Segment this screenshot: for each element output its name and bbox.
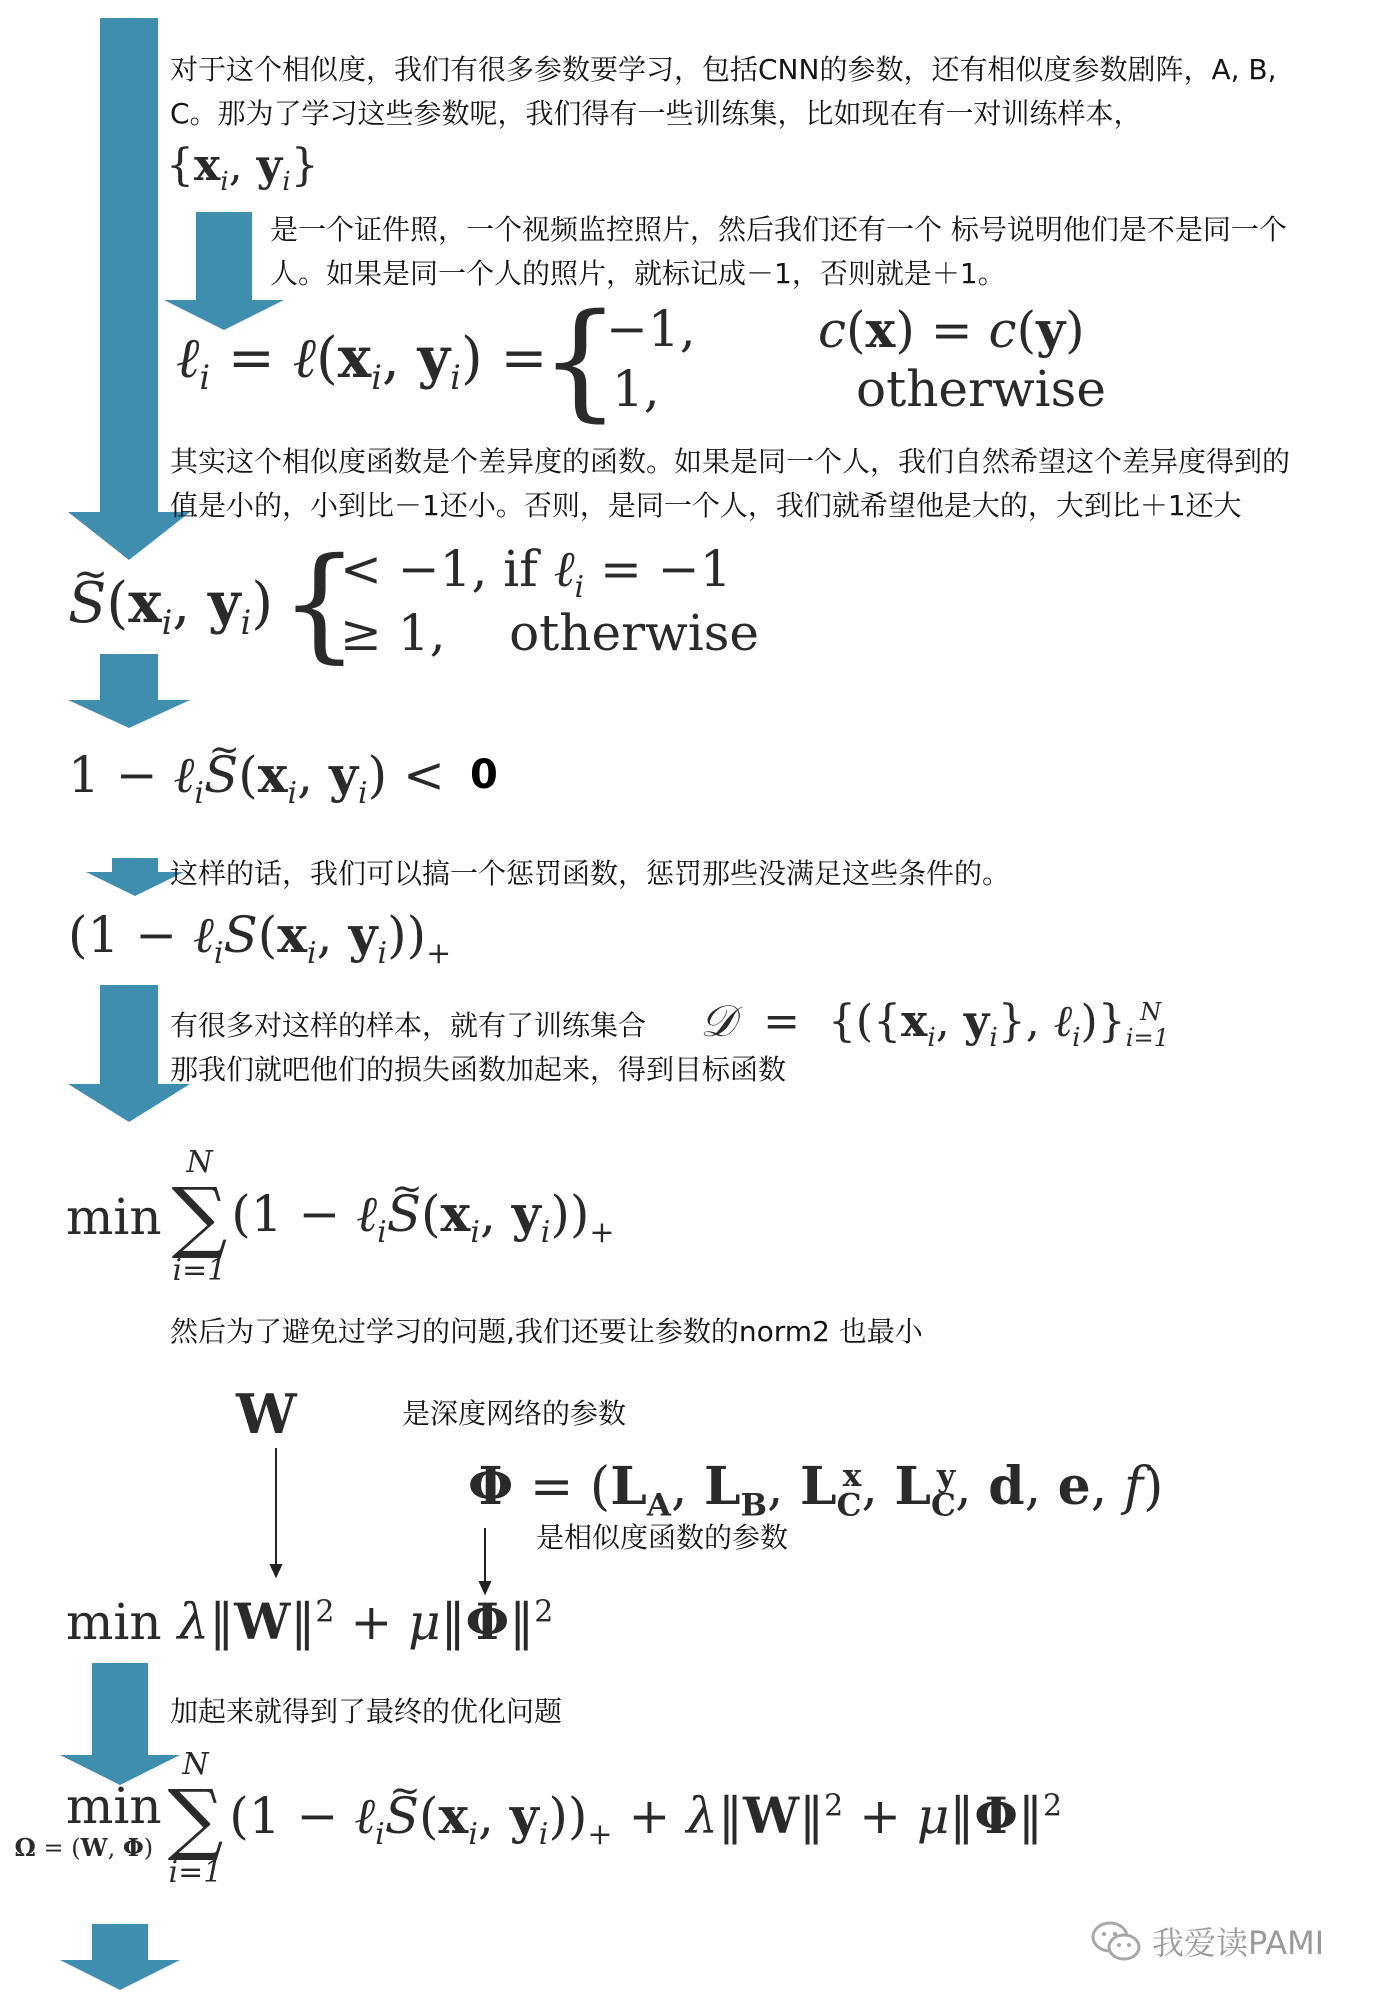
s-tilde-condition-lhs: ~ $S(x_i$, $y_i$) bbox=[68, 570, 273, 642]
arrow-step3-icon bbox=[68, 654, 190, 728]
min-operator-3: min bbox=[66, 1777, 162, 1835]
pointer-w-head-icon bbox=[271, 1565, 281, 1576]
label-case-minus-one: −1, bbox=[606, 300, 696, 358]
penalty-desc: 这样的话，我们可以搞一个惩罚函数，惩罚那些没满足这些条件的。 bbox=[170, 857, 1011, 890]
final-sum-lower-limit: i=1 bbox=[168, 1855, 223, 1890]
phi-desc: 是相似度函数的参数 bbox=[536, 1521, 789, 1554]
label-case-condition: c(x) = c(y) bbox=[818, 300, 1085, 359]
sum-upper-limit: N bbox=[186, 1145, 213, 1180]
training-set-formula: 𝒟 = {({$x_i$, $y_i$}, $\ell_i)\}_{i=1}^N$ bbox=[700, 996, 1170, 1053]
final-objective: min Ω = (W, Φ) N ∑ i=1 (1 − ℓ$_i$~ $S(x_i$, $y_i))_+$ + λ‖W‖$^2$ + μ‖Φ‖$^2$ bbox=[6, 1750, 1062, 1888]
pair-desc-line-2: 人。如果是同一个人的照片，就标记成－1，否则就是＋1。 bbox=[270, 257, 1006, 290]
w-desc: 是深度网络的参数 bbox=[402, 1397, 627, 1430]
intro-line-1: 对于这个相似度，我们有很多参数要学习，包括CNN的参数，还有相似度参数剧阵，A, B, bbox=[170, 53, 1277, 86]
label-formula-brace: { bbox=[540, 287, 621, 434]
otherwise-keyword: otherwise bbox=[509, 604, 760, 662]
sum-objective: min N ∑ i=1 (1 − ℓ$_i$~ $S(x_i$, $y_i))_+$ bbox=[66, 1148, 615, 1286]
pair-formula: {$x_i$, $y_i$} bbox=[166, 140, 319, 197]
final-desc: 加起来就得到了最终的优化问题 bbox=[170, 1695, 563, 1728]
objective-desc: 那我们就吧他们的损失函数加起来，得到目标函数 bbox=[170, 1053, 787, 1086]
label-formula-lhs: ℓ$_i$ = $\ell(x_i$, $y_i$) = bbox=[176, 325, 548, 398]
final-sum-upper-limit: N bbox=[182, 1747, 209, 1782]
regularizer-formula: min λ‖W‖$^2$ + μ‖Φ‖$^2$ bbox=[66, 1592, 554, 1651]
intro-line-2: C。那为了学习这些参数呢，我们得有一些训练集，比如现在有一对训练样本， bbox=[170, 97, 1142, 130]
similarity-desc-line-1: 其实这个相似度函数是个差异度的函数。如果是同一个人，我们自然希望这个差异度得到的 bbox=[170, 445, 1291, 478]
if-keyword: if bbox=[503, 540, 538, 598]
regularization-desc: 然后为了避免过学习的问题,我们还要让参数的norm2 也最小 bbox=[170, 1315, 923, 1348]
symbol-w: W bbox=[236, 1382, 297, 1446]
label-case-otherwise: otherwise bbox=[856, 360, 1106, 418]
sum-lower-limit: i=1 bbox=[172, 1253, 227, 1288]
similarity-desc-line-2: 值是小的，小到比－1还小。否则，是同一个人，我们就希望他是大的，大到比＋1还大 bbox=[170, 489, 1242, 522]
wechat-icon bbox=[1090, 1919, 1144, 1963]
pair-desc-line-1: 是一个证件照，一个视频监控照片，然后我们还有一个 标号说明他们是不是同一个 bbox=[270, 213, 1287, 246]
min-operator-2: min bbox=[66, 1593, 162, 1651]
arrow-bottom-icon bbox=[60, 1924, 180, 1990]
hinge-loss: ($1 - \ell_iS(x_i$, $y_i))_+$ bbox=[68, 905, 452, 971]
s-tilde-condition-brace: { bbox=[280, 532, 359, 676]
s-tilde-case-2: ≥ 1, otherwise bbox=[340, 604, 760, 662]
phi-definition: $\Phi = (L_A$, $L_B$, $L_C^x$, $L_C^y$, d, e, f) bbox=[468, 1456, 1164, 1524]
label-case-plus-one: 1, bbox=[612, 360, 660, 418]
s-tilde-case-1: < −1, if ℓ$_i$ = −1 bbox=[340, 540, 732, 605]
margin-inequality: 1 − ℓ$_i$~ $S(x_i$, $y_i$) < bbox=[68, 745, 445, 811]
arrow-secondary-icon bbox=[164, 212, 284, 330]
min-operator: min bbox=[66, 1188, 162, 1246]
training-set-desc: 有很多对这样的样本，就有了训练集合 bbox=[170, 1009, 647, 1042]
margin-zero: 0 bbox=[470, 752, 498, 798]
watermark-text: 我爱读PAMI bbox=[1152, 1924, 1325, 1962]
watermark bbox=[1090, 1918, 1324, 1964]
